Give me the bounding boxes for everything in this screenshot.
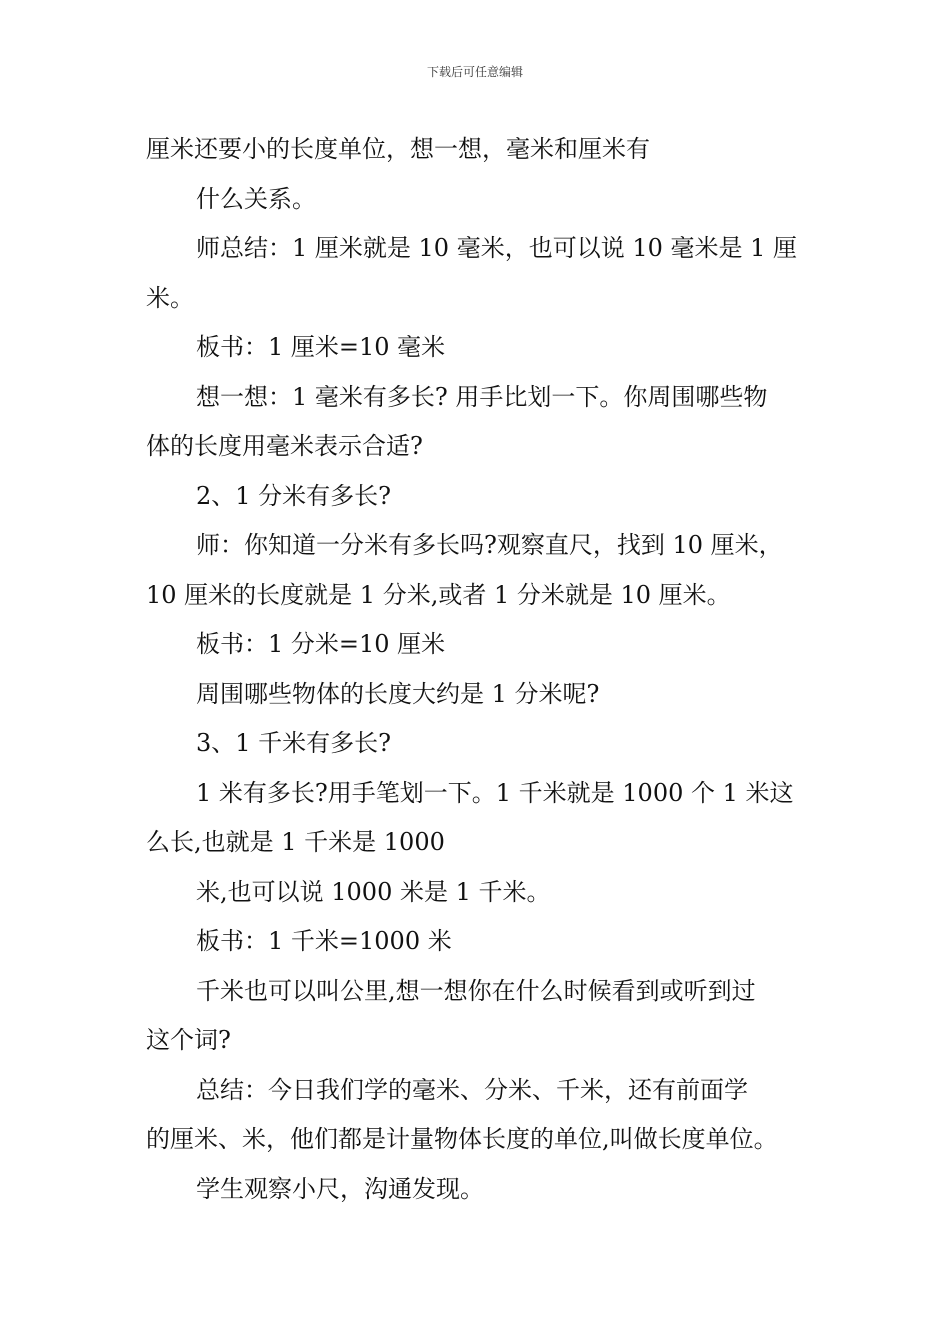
text-line: 米,也可以说 1000 米是 1 千米。 xyxy=(196,877,551,906)
text-line: 学生观察小尺，沟通发现。 xyxy=(196,1174,484,1203)
text-line: 板书：1 分米=10 厘米 xyxy=(196,630,446,658)
text-line: 体的长度用毫米表示合适? xyxy=(146,432,423,460)
text-line: 10 厘米的长度就是 1 分米,或者 1 分米就是 10 厘米。 xyxy=(146,580,731,609)
text-line: 厘米还要小的长度单位，想一想，毫米和厘米有 xyxy=(146,135,650,163)
document-body xyxy=(146,125,836,1214)
text-line: 千米也可以叫公里,想一想你在什么时候看到或听到过 xyxy=(196,976,756,1005)
page-header: 下载后可任意编辑 xyxy=(426,65,523,79)
text-line: 总结：今日我们学的毫米、分米、千米，还有前面学 xyxy=(196,1075,748,1104)
text-line: 米。 xyxy=(146,283,194,312)
text-line: 么长,也就是 1 千米是 1000 xyxy=(146,828,445,856)
text-line: 这个词? xyxy=(146,1026,231,1054)
text-line: 板书：1 千米=1000 米 xyxy=(196,927,452,955)
text-line: 3、1 千米有多长? xyxy=(196,729,392,757)
text-line: 师总结：1 厘米就是 10 毫米，也可以说 10 毫米是 1 厘 xyxy=(196,234,798,262)
text-line: 什么关系。 xyxy=(196,184,316,213)
text-line: 周围哪些物体的长度大约是 1 分米呢? xyxy=(196,679,600,708)
text-line: 想一想：1 毫米有多长? 用手比划一下。你周围哪些物 xyxy=(196,382,768,411)
text-line: 师：你知道一分米有多长吗?观察直尺，找到 10 厘米， xyxy=(196,531,783,559)
text-line: 板书：1 厘米=10 毫米 xyxy=(196,333,446,361)
text-line: 2、1 分米有多长? xyxy=(196,481,392,510)
text-line: 1 米有多长?用手笔划一下。1 千米就是 1000 个 1 米这 xyxy=(196,778,794,807)
text-line: 的厘米、米，他们都是计量物体长度的单位,叫做长度单位。 xyxy=(146,1125,778,1153)
